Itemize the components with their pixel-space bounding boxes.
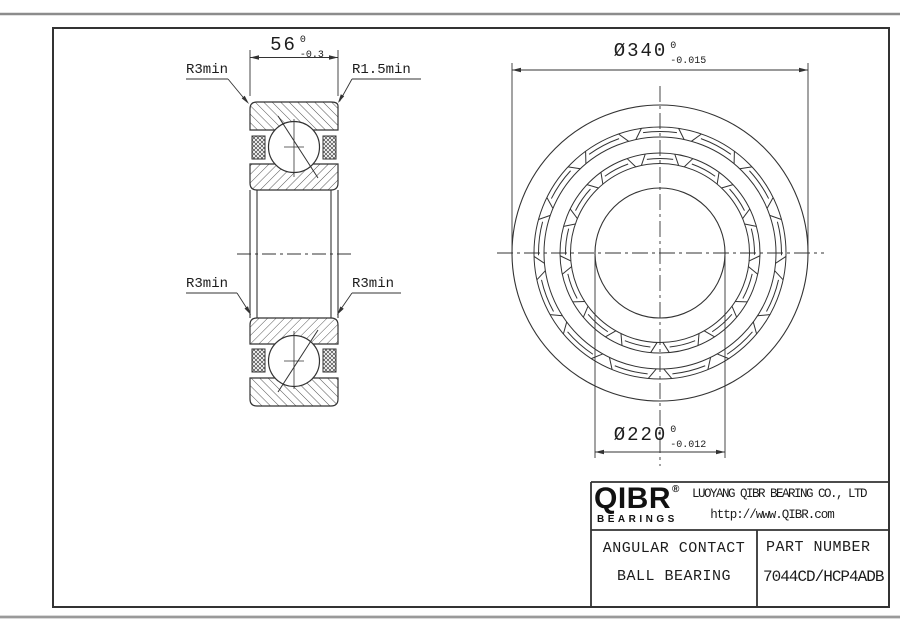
product-type-line1: ANGULAR CONTACT bbox=[602, 540, 746, 557]
company-website: http://www.QIBR.com bbox=[710, 508, 834, 522]
front-view bbox=[497, 63, 824, 466]
dimension-bore-tolerance: 0 -0.012 bbox=[670, 425, 707, 451]
part-number-label: PART NUMBER bbox=[766, 539, 871, 556]
label-fillet-top-left: R3min bbox=[186, 62, 229, 78]
company-name: LUOYANG QIBR BEARING CO., LTD bbox=[691, 487, 867, 501]
brand-logo: QIBR bbox=[594, 482, 671, 515]
dimension-bore-value: Ø220 bbox=[613, 424, 668, 446]
dimension-width-tolerance: 0 -0.3 bbox=[299, 35, 324, 61]
brand-tagline: BEARINGS bbox=[597, 514, 678, 525]
cage-top-left bbox=[252, 136, 265, 159]
cage-bottom-right bbox=[323, 349, 336, 372]
dimension-width-text bbox=[270, 36, 324, 61]
label-fillet-mid-right: R3min bbox=[352, 276, 395, 292]
label-fillet-mid-left: R3min bbox=[186, 276, 229, 292]
cage-top-right bbox=[323, 136, 336, 159]
dimension-outer-tolerance: 0 -0.015 bbox=[670, 41, 707, 67]
registered-mark: ® bbox=[672, 484, 680, 495]
dimension-outer-value: Ø340 bbox=[613, 40, 668, 62]
product-type-line2: BALL BEARING bbox=[616, 568, 732, 585]
cross-section-view bbox=[186, 50, 421, 406]
dimension-bore-text bbox=[614, 426, 707, 451]
dimension-outer-text bbox=[614, 42, 707, 67]
part-number: 7044CD/HCP4ADB bbox=[763, 568, 884, 586]
dimension-width-value: 56 bbox=[270, 34, 297, 56]
label-chamfer-top-right: R1.5min bbox=[352, 62, 411, 78]
cage-bottom-left bbox=[252, 349, 265, 372]
